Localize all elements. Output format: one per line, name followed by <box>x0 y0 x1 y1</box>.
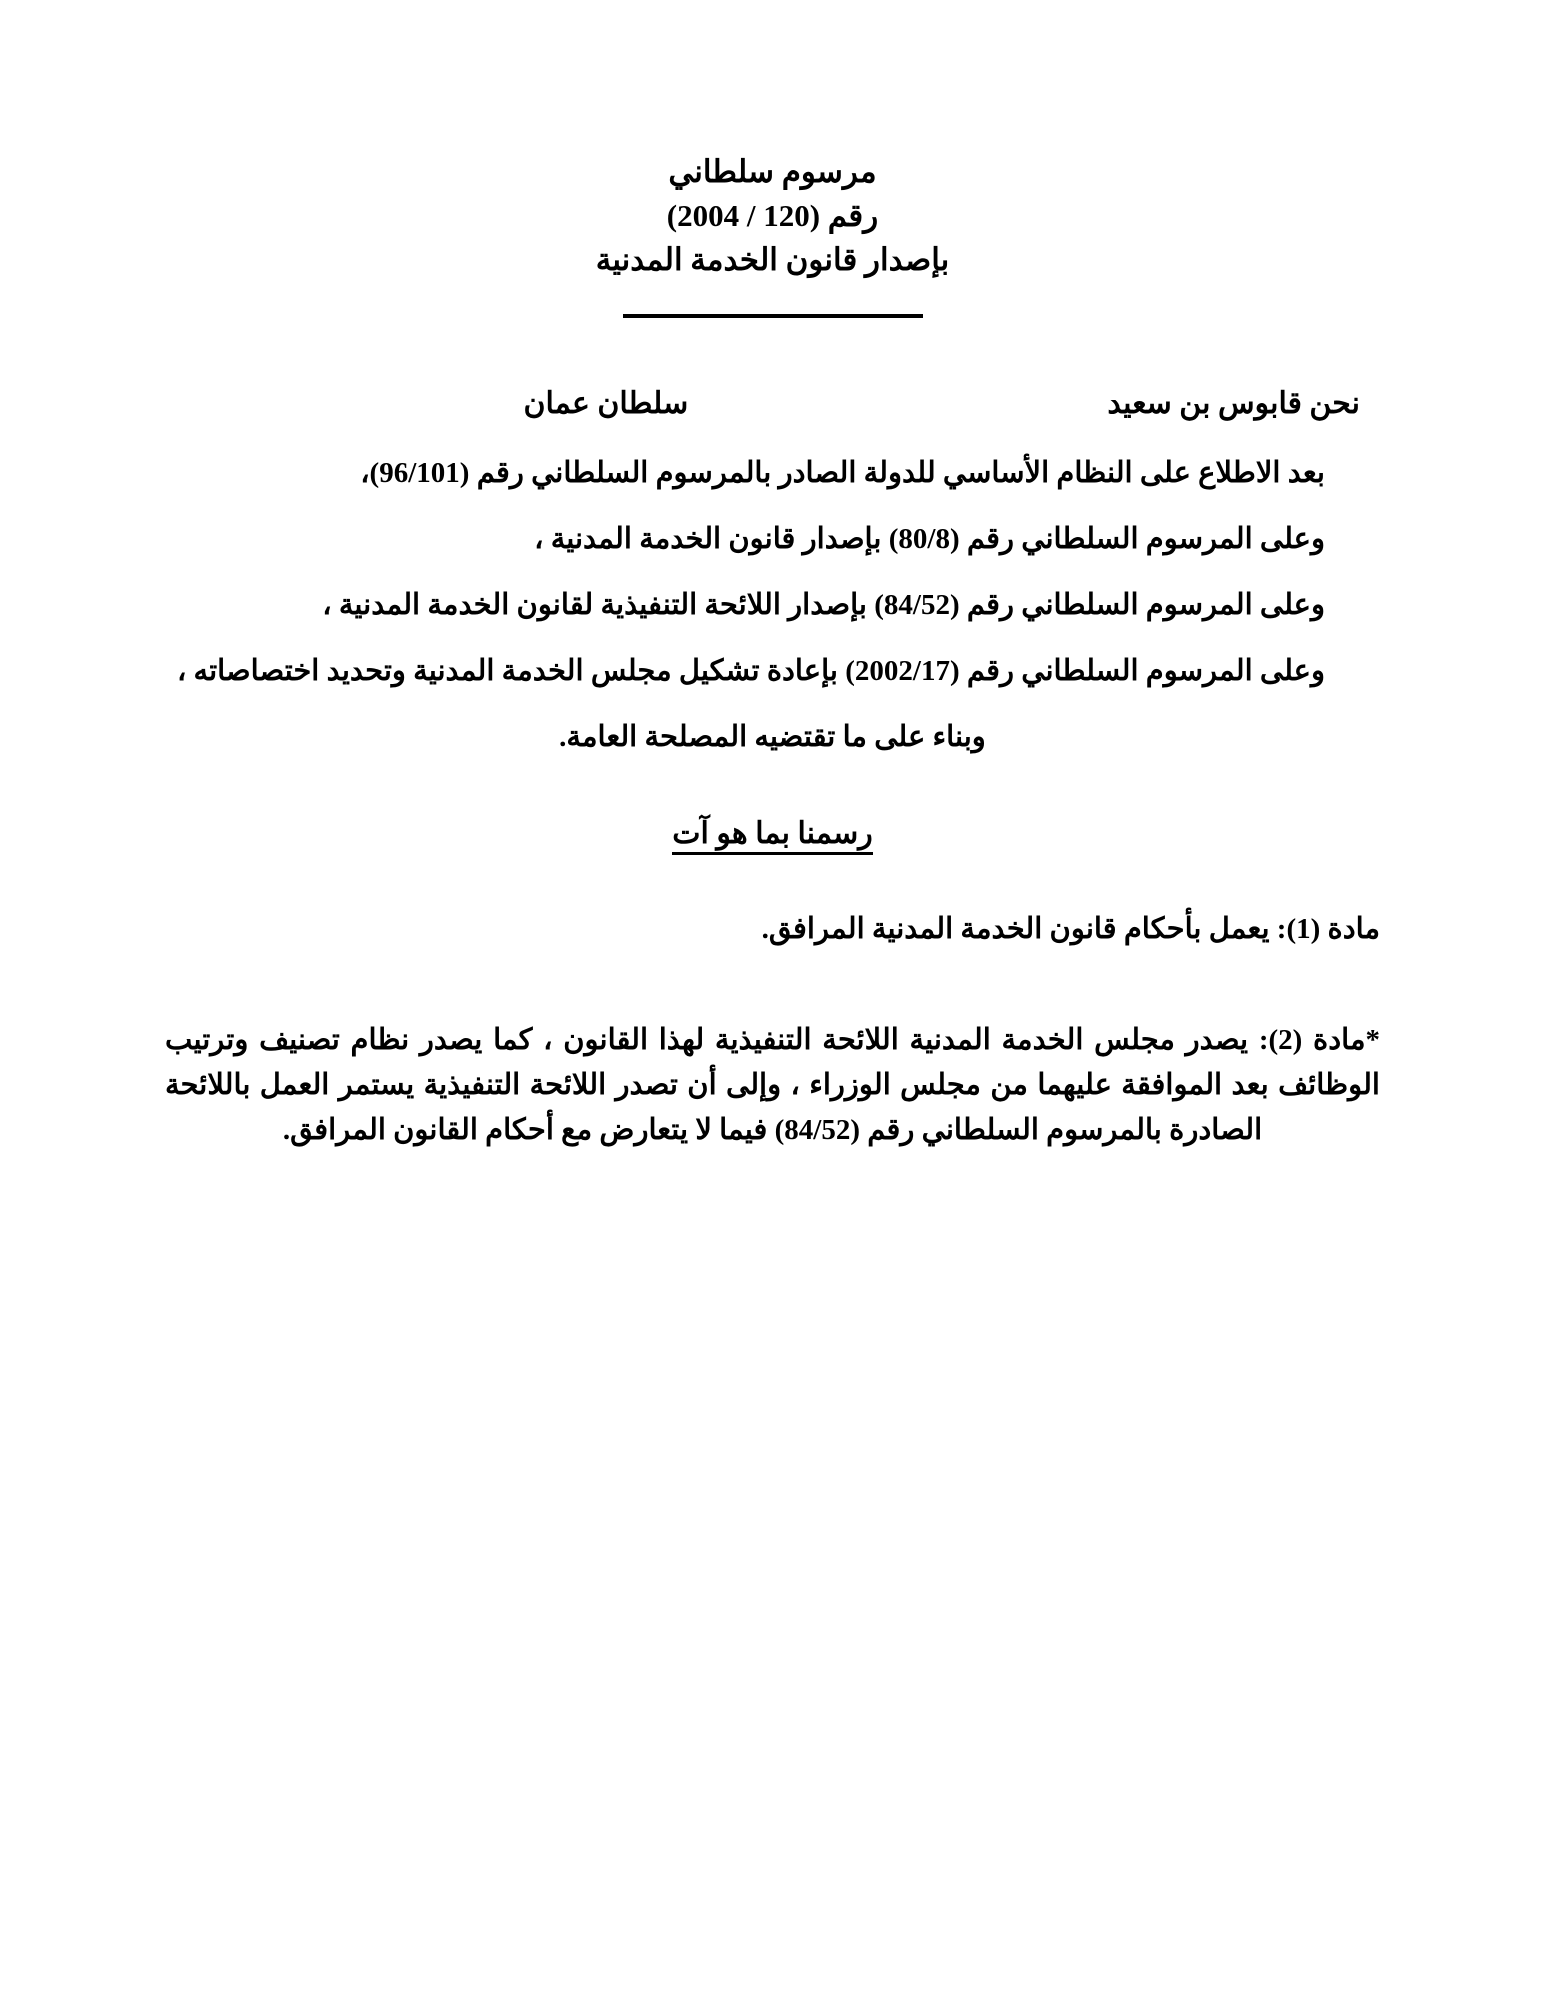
article-2: *مادة (2): يصدر مجلس الخدمة المدنية اللائحة التنفيذية لهذا القانون ، كما يصدر نظام تصنيف وترتيب الوظائف بعد الموافقة عليهما من مجلس الوزراء ، وإلى أن تصدر اللائحة التنفيذية يستمر العمل باللائحة الصادرة بالمرسوم السلطاني رقم (84/52) فيما لا يتعارض مع أحكام القانون المرافق. <box>165 1024 1380 1147</box>
preamble-paragraph-2: وعلى المرسوم السلطاني رقم (80/8) بإصدار قانون الخدمة المدنية ، <box>534 523 1325 556</box>
decree-enactment-heading-text: رسمنا بما هو آت <box>672 817 872 855</box>
preamble-section <box>165 451 1380 754</box>
preamble-paragraph-3: وعلى المرسوم السلطاني رقم (84/52) بإصدار اللائحة التنفيذية لقانون الخدمة المدنية ، <box>322 589 1325 622</box>
title-divider <box>623 314 923 318</box>
public-interest-statement: وبناء على ما تقتضيه المصلحة العامة. <box>559 721 986 754</box>
decree-subject: بإصدار قانون الخدمة المدنية <box>595 242 950 278</box>
sovereign-name: نحن قابوس بن سعيد <box>1107 387 1360 421</box>
page-title: مرسوم سلطاني <box>668 154 877 189</box>
decree-enactment-heading <box>165 816 1380 851</box>
sovereign-title: سلطان عمان <box>523 387 689 421</box>
document-title-block <box>165 150 1380 282</box>
decree-number: رقم (120 / 2004) <box>666 198 879 234</box>
preamble-paragraph-1: بعد الاطلاع على النظام الأساسي للدولة الصادر بالمرسوم السلطاني رقم (96/101)، <box>360 457 1325 490</box>
sovereign-signature-row <box>165 386 1380 421</box>
preamble-paragraph-4: وعلى المرسوم السلطاني رقم (2002/17) بإعادة تشكيل مجلس الخدمة المدنية وتحديد اختصاصاته ، <box>176 655 1325 688</box>
article-1: مادة (1): يعمل بأحكام قانون الخدمة المدنية المرافق. <box>761 913 1380 946</box>
